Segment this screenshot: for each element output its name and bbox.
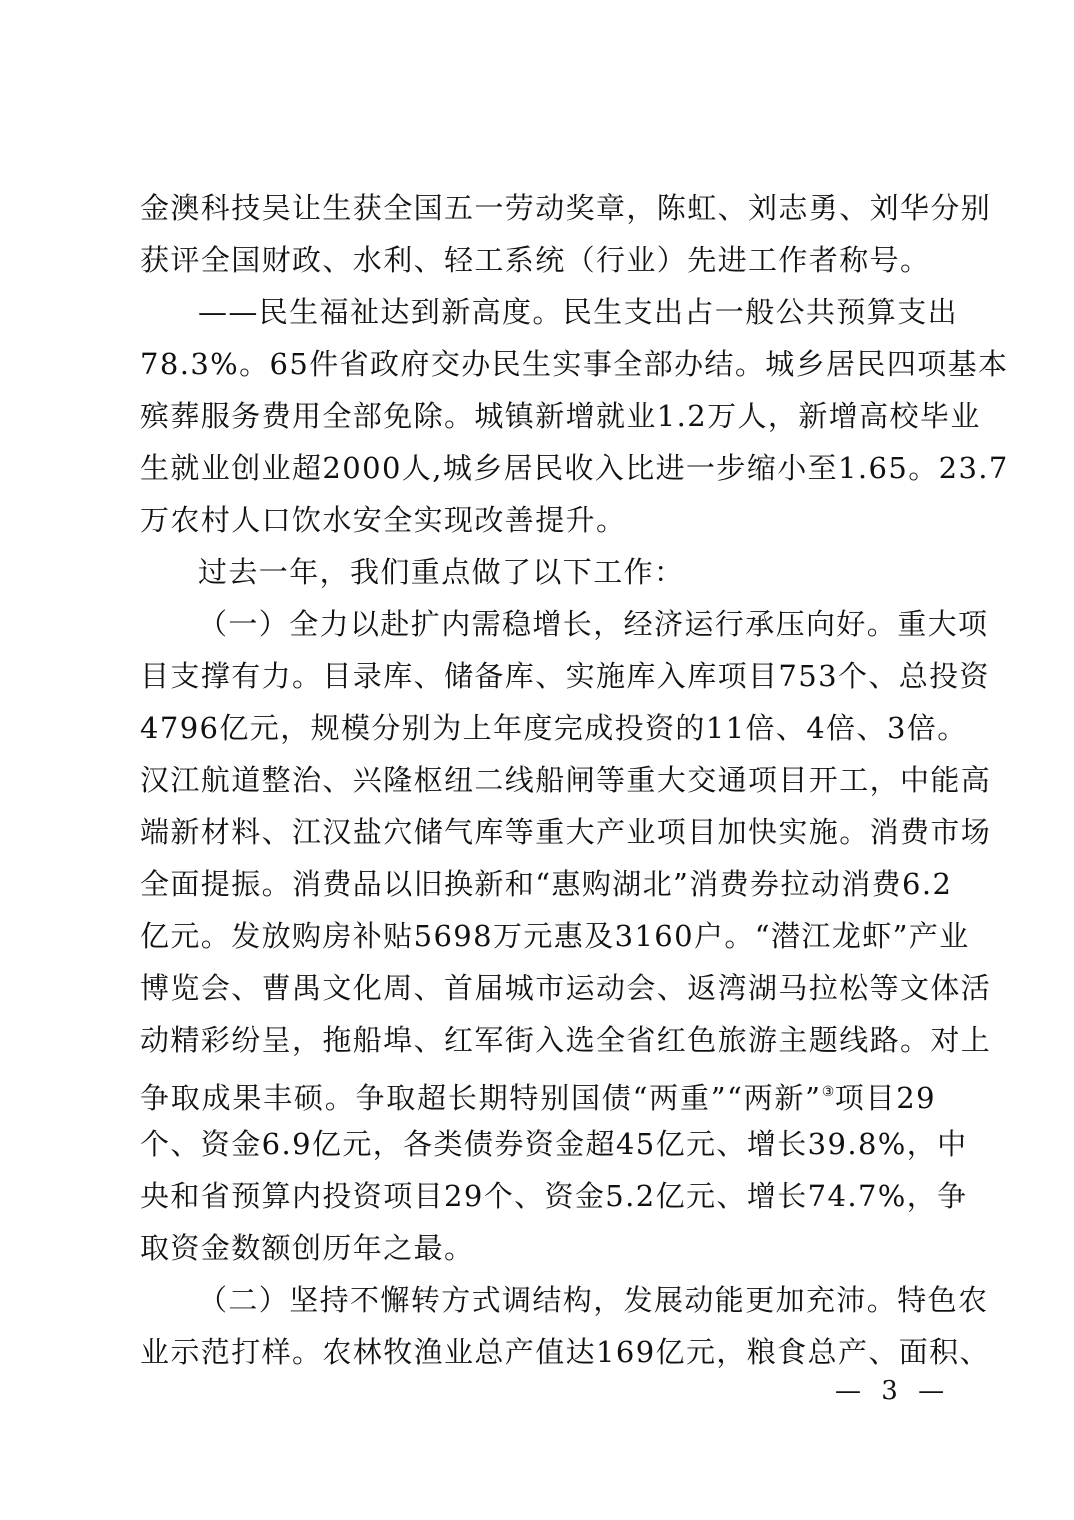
text-line-1: 金澳科技吴让生获全国五一劳动奖章，陈虹、刘志勇、刘华分别 xyxy=(140,191,992,225)
text-line-3: ——民生福祉达到新高度。民生支出占一般公共预算支出 xyxy=(198,295,959,329)
text-line-2: 获评全国财政、水利、轻工系统（行业）先进工作者称号。 xyxy=(140,243,931,277)
text-line-7: 万农村人口饮水安全实现改善提升。 xyxy=(140,503,627,537)
text-line-4: 78.3%。65件省政府交办民生实事全部办结。城乡居民四项基本 xyxy=(140,347,1009,381)
text-line-20: 央和省预算内投资项目29个、资金5.2亿元、增长74.7%，争 xyxy=(140,1179,968,1213)
text-line-17: 动精彩纷呈，拖船埠、红军街入选全省红色旅游主题线路。对上 xyxy=(140,1023,992,1057)
text-line-23: 业示范打样。农林牧渔业总产值达169亿元，粮食总产、面积、 xyxy=(140,1335,990,1369)
text-line-6: 生就业创业超2000人,城乡居民收入比进一步缩小至1.65。23.7 xyxy=(140,451,1009,485)
text-line-14: 全面提振。消费品以旧换新和“惠购湖北”消费券拉动消费6.2 xyxy=(140,867,953,901)
text-line-15: 亿元。发放购房补贴5698万元惠及3160户。“潜江龙虾”产业 xyxy=(140,919,970,953)
text-line-9: （一）全力以赴扩内需稳增长，经济运行承压向好。重大项 xyxy=(198,607,989,641)
text-line-8: 过去一年，我们重点做了以下工作： xyxy=(198,555,685,589)
text-line-11: 4796亿元，规模分别为上年度完成投资的11倍、4倍、3倍。 xyxy=(140,711,968,745)
footnote-marker: ③ xyxy=(821,1084,835,1100)
text-line-16: 博览会、曹禺文化周、首届城市运动会、返湾湖马拉松等文体活 xyxy=(140,971,992,1005)
text-line-18-part-b: 项目29 xyxy=(834,1081,936,1115)
text-line-5: 殡葬服务费用全部免除。城镇新增就业1.2万人，新增高校毕业 xyxy=(140,399,981,433)
text-line-19: 个、资金6.9亿元，各类债券资金超45亿元、增长39.8%，中 xyxy=(140,1127,968,1161)
text-line-12: 汉江航道整治、兴隆枢纽二线船闸等重大交通项目开工，中能高 xyxy=(140,763,992,797)
page-number: — 3 — xyxy=(835,1376,951,1406)
text-line-21: 取资金数额创历年之最。 xyxy=(140,1231,475,1265)
document-body xyxy=(140,182,1009,1378)
text-line-22: （二）坚持不懈转方式调结构，发展动能更加充沛。特色农 xyxy=(198,1283,989,1317)
text-line-13: 端新材料、江汉盐穴储气库等重大产业项目加快实施。消费市场 xyxy=(140,815,992,849)
text-line-18 xyxy=(140,1066,936,1118)
text-line-18-part-a: 争取成果丰硕。争取超长期特别国债“两重”“两新” xyxy=(140,1081,822,1115)
text-line-10: 目支撑有力。目录库、储备库、实施库入库项目753个、总投资 xyxy=(140,659,990,693)
